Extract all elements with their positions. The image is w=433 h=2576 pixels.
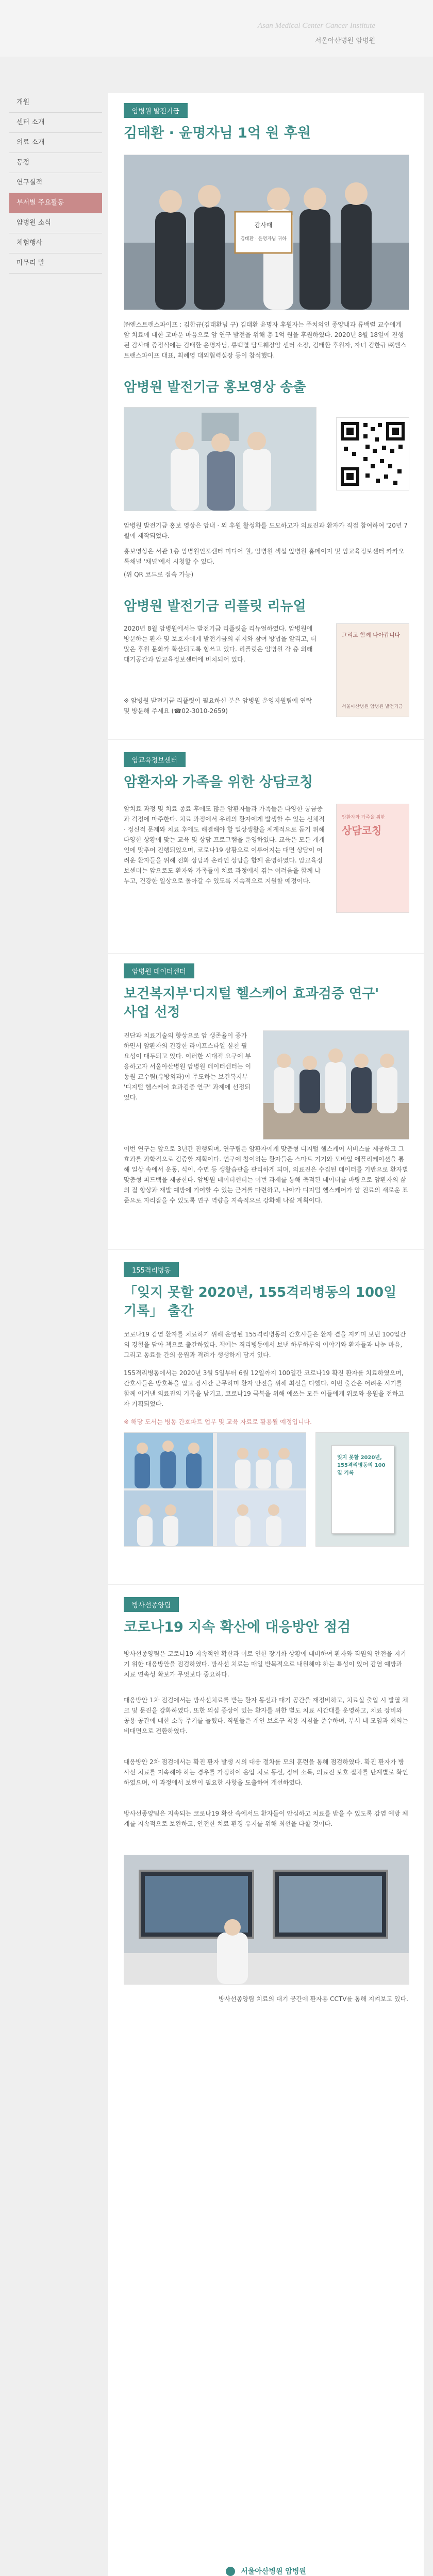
cctv-caption: 방사선종양팀 치료의 대기 공간에 환자용 CCTV를 통해 지켜보고 있다. [218,1995,408,2003]
top-banner [0,0,433,57]
video-title: 암병원 발전기금 홍보영상 송출 [124,380,306,395]
section-tag: 방사선종양팀 [124,1597,179,1612]
qr-code-icon [337,418,409,490]
section-divider [108,739,424,740]
hospital-logo-icon [226,2567,235,2576]
footer [108,2566,424,2576]
leaflet-note: ※ 암병원 발전기금 리플릿이 필요하신 분은 암병원 운영지원팀에 연락 및 방문해 주세요 (☎02-3010-2659) [124,697,312,715]
digital-photo-svg [263,1031,409,1139]
section-divider [108,1584,424,1585]
video-photo [124,407,317,511]
section-digital [124,963,408,1022]
sidebar-item-closing[interactable]: 마무리 말 [9,253,102,274]
sidebar-nav [9,93,102,274]
sidebar-item-news[interactable]: 동정 [9,153,102,173]
section-covid [124,1597,408,1637]
cctv-photo-svg [124,1855,409,1984]
main-content [108,93,424,2576]
section-title-line1: 보건복지부'디지털 헬스케어 효과검증 연구' [124,986,379,1002]
sidebar-item-medical[interactable]: 의료 소개 [9,133,102,153]
counseling-poster-title: 상담코칭 [342,824,382,837]
section-title-line1: 「잊지 못할 2020년, 155격리병동의 100일 [124,1285,397,1300]
ward-collage-svg [124,1433,306,1546]
section-counseling [124,752,408,792]
brand-text: Asan Medical Center Cancer Institute [257,22,375,30]
book-title: 잊지 못할 2020년, 155격리병동의 100일 기록 [337,1455,386,1476]
section-title: 코로나19 지속 확산에 대응방안 점검 [124,1619,351,1635]
section-tag: 155격리병동 [124,1262,179,1277]
qr-caption: (위 QR 코드로 접속 가능) [124,571,194,578]
sidebar-item-research[interactable]: 연구실적 [9,173,102,193]
donation-photo [124,155,409,310]
covid-body-1: 방사선종양팀은 코로나19 지속적인 확산과 이로 인한 장기화 상황에 대비하여 환자와 직원의 안전을 지키기 위한 대응방안을 점검하였다. 방사선 치료는 매일 반복적으로 내원해야 하는 특성이 있어 감염 예방과 치료 연속성 확보가 무엇보다 중요하다. [124,1650,406,1678]
donation-body: ㈜엔스트랜스파이프 : 김한규(김태환님 구) 김태환 윤명자 후원자는 주치의인 종양내과 류백렬 교수에게 암 치료에 대한 고마운 마음으로 암 연구 발전을 위해 총 1억 원을 후원하였다. 2020년 8월 18일에 진행된 감사패 증정식에는 김태환 윤명자님, 류백렬 담도췌장암 센터 소장, 김태환 후원자, 자녀 김한규 ㈜엔스트랜스파이프 대표, 최혜영 대외협력실장 등이 참석했다. [124,321,407,359]
sidebar-item-cancer-news[interactable]: 암병원 소식 [9,213,102,233]
digital-body-short: 진단과 치료기술의 향상으로 암 생존율이 증가하면서 암환자의 건강한 라이프스타일 실천 필요성이 대두되고 있다. 이러한 시대적 요구에 부응하고자 서울아산병원 암병원 데이터센터는 이동원 교수팀(유방외과)이 주도하는 보건복지부 '디지털 헬스케어 효과검증 연구' 과제에 선정되었다. [124,1032,252,1101]
video-body-1: 암병원 발전기금 홍보 영상은 암내 · 외 후원 활성화를 도모하고자 의료진과 환자가 직접 참여하여 '20년 7월에 제작되었다. [124,522,408,539]
covid-body-4: 방사선종양팀은 지속되는 코로나19 확산 속에서도 환자들이 안심하고 치료를 받을 수 있도록 감염 예방 체계를 지속적으로 보완하고, 안전한 치료 환경 유지를 위해 최선을 다할 것이다. [124,1810,408,1827]
section-tag: 암교육정보센터 [124,752,186,767]
section-ward [124,1262,408,1320]
covid-body-3: 대응방안 2차 점검에서는 확진 환자 발생 시의 대응 절차를 모의 훈련을 통해 점검하였다. 확진 환자가 방사선 치료를 지속해야 하는 경우를 가정하여 음압 치료 동선, 장비 소독, 의료진 보호 절차를 단계별로 확인하였으며, 이 과정에서 보완이 필요한 사항을 도출하여 개선하였다. [124,1758,408,1786]
footer-logo-text: 서울아산병원 암병원 [241,2567,306,2576]
counseling-poster [336,804,409,913]
leaflet-body: 2020년 8월 암병원에서는 발전기금 리플릿을 리뉴얼하였다. 암병원에 방문하는 환자 및 보호자에게 발전기금의 취지와 참여 방법을 알리고, 더 많은 후원 문화가 확산되도록 힘쓰고 있다. 리플릿은 암병원 각 층 외래 대기공간과 암교육정보센터에 비치되어 있다. [124,625,317,663]
digital-body-long: 이번 연구는 앞으로 3년간 진행되며, 연구팀은 암환자에게 맞춤형 디지털 헬스케어 서비스를 제공하고 그 효과를 과학적으로 검증할 계획이다. 연구에 참여하는 환자들은 스마트 기기와 모바일 애플리케이션을 통해 일상 속에서 운동, 식이, 수면 등 생활습관을 관리하게 되며, 의료진은 수집된 데이터를 기반으로 환자별 맞춤형 피드백을 제공한다. 암병원 데이터센터는 이번 과제를 통해 축적된 데이터를 바탕으로 암환자의 삶의 질 향상과 재발 예방에 기여할 수 있는 근거를 마련하고, 나아가 디지털 헬스케어가 암 진료의 새로운 표준으로 자리잡을 수 있도록 연구 역량을 지속적으로 강화해 나갈 계획이다. [124,1145,408,1204]
section-tag: 암병원 데이터센터 [124,963,194,978]
section-title: 김태환 · 윤명자님 1억 원 후원 [124,125,311,141]
leaflet-image [336,623,409,717]
donation-photo-svg [124,155,409,310]
leaflet-title: 암병원 발전기금 리플릿 리뉴얼 [124,599,306,614]
section-title-line2: 기록」 출간 [124,1303,194,1319]
ward-body-2: 155격리병동에서는 2020년 3월 5일부터 6월 12일까지 100일간 코로나19 확진 환자를 치료하였으며, 간호사들은 방호복을 입고 장시간 근무하며 환자 안전을 위해 최선을 다했다. 이번 출간은 어려운 시기를 함께 이겨낸 의료진의 기록을 남기고, 코로나19 극복을 위해 애쓰는 모든 이들에게 위로와 응원을 전하고자 기획되었다. [124,1369,404,1408]
section-divider [108,953,424,954]
ward-book-cover [315,1432,409,1547]
ward-photo-collage [124,1432,306,1547]
section-divider [108,1249,424,1250]
leaflet-cover-title: 그리고 함께 나아갑니다 [342,632,401,638]
plaque-title: 감사패 [254,222,273,229]
qr-code[interactable] [336,417,409,490]
digital-photo [263,1030,409,1140]
video-body-2: 홍보영상은 서관 1층 암병원인포센터 미디어 월, 암병원 색설 앞병원 홈페이지 및 암교육정보센터 카카오톡채널 '채널'에서 시청할 수 있다. [124,548,405,565]
section-title-line2: 사업 선정 [124,1005,180,1020]
sidebar-item-opening[interactable]: 개원 [9,93,102,113]
section-title: 암환자와 가족을 위한 상담코칭 [124,774,313,790]
sidebar-item-events[interactable]: 체험행사 [9,233,102,253]
counseling-body: 암치료 과정 및 치료 종료 후에도 많은 암환자들과 가족들은 다양한 궁금증과 걱정에 마주한다. 치료 과정에서 우리의 환자에게 발생할 수 있는 신체적 · 정신적 문제와 치료 후에도 해결해야 할 일상생활을 체계적으로 돕기 위해 다양한 상황에 맞는 교육 및 상담 프로그램을 운영하였다. 교육은 모든 개개인에 맞추어 진행되었으며, 코로나19 상황으로 이루어지는 대면 상담이 어려운 환자들을 위해 전화 상담과 온라인 상담을 함께 운영하였다. 암교육정보센터는 앞으로도 환자와 가족들이 치료 과정에서 겪는 어려움을 함께 나누고, 건강한 일상으로 돌아갈 수 있도록 지속적으로 지원할 예정이다. [124,805,325,885]
covid-body-2: 대응방안 1차 점검에서는 방사선치료를 받는 환자 동선과 대기 공간을 재정비하고, 치료실 출입 시 발열 체크 및 문진을 강화하였다. 또한 의심 증상이 있는 환자를 위한 별도 치료 시간대를 운영하고, 치료 장비와 공용 공간에 대한 소독 주기를 늘렸다. 직원들은 개인 보호구 착용 지침을 준수하며, 부서 내 모임과 회의는 비대면으로 전환하였다. [124,1697,408,1735]
plaque-text: 김태환 · 윤명자님 귀하 [240,236,287,242]
section-tag: 암병원 발전기금 [124,103,188,118]
ward-note: ※ 해당 도서는 병동 간호파트 업무 및 교육 자료로 활용될 예정입니다. [124,1418,312,1426]
publication-name: 서울아산병원 암병원 [314,37,375,45]
cctv-photo [124,1855,409,1985]
sidebar-item-department[interactable]: 부서별 주요활동 [9,193,102,213]
counseling-poster-sub: 암환자와 가족을 위한 [342,815,385,820]
video-photo-svg [124,408,316,511]
leaflet-cover-sub: 서울아산병원 암병원 발전기금 [342,704,403,709]
sidebar-item-center[interactable]: 센터 소개 [9,113,102,133]
section-donation [124,103,408,143]
ward-body-1: 코로나19 감염 환자를 치료하기 위해 운영된 155격리병동의 간호사들은 환자 곁을 지키며 보낸 100일간의 경험을 담아 책으로 출간하였다. 책에는 격리병동에서 보낸 하루하루의 이야기와 환자들과 나눈 마음, 그리고 동료들 간의 응원과 격려가 생생하게 담겨 있다. [124,1331,406,1359]
